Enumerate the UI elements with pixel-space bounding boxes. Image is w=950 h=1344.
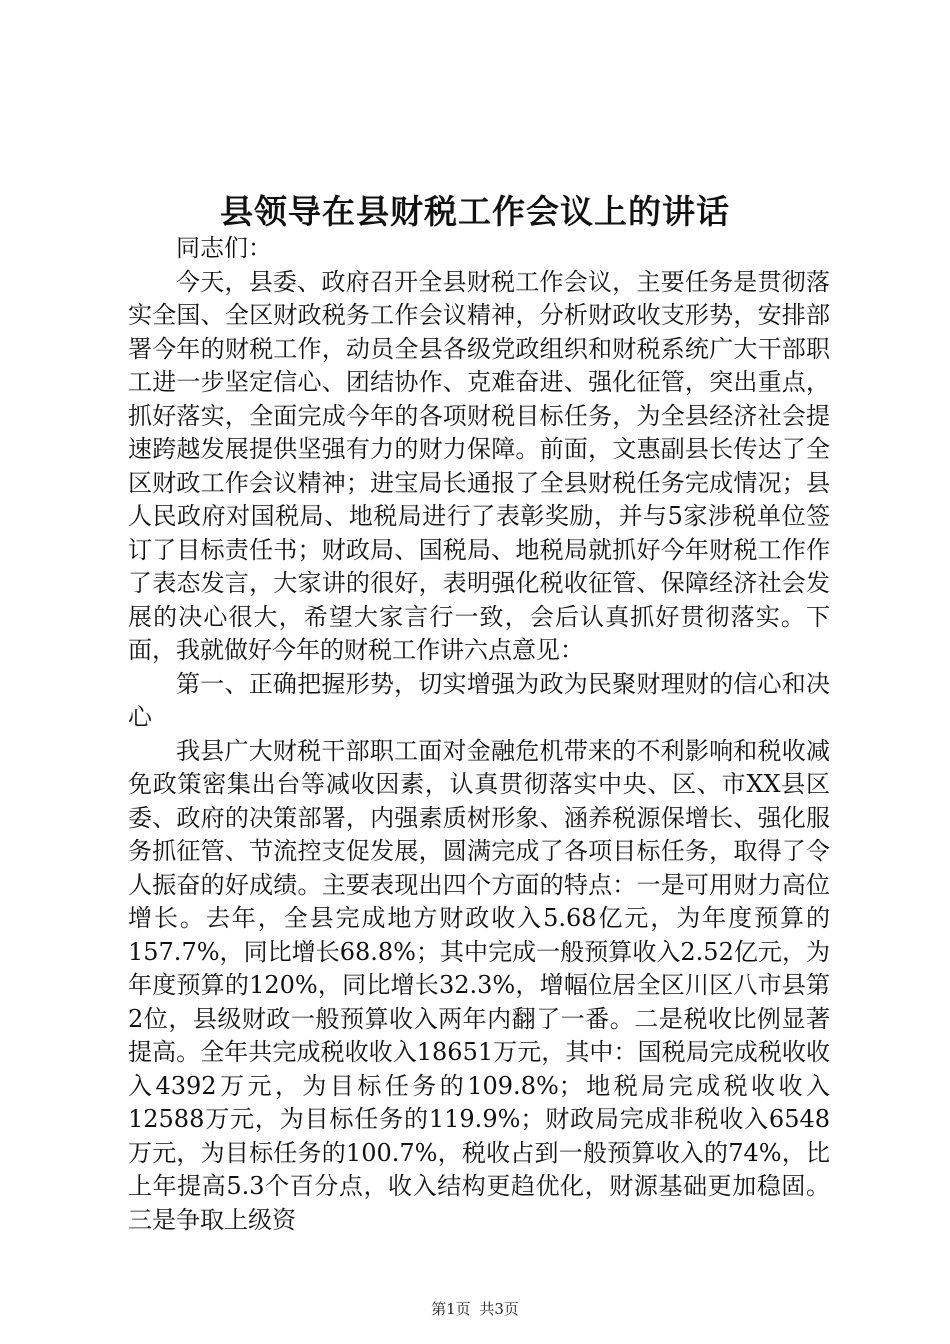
paragraph-achievements: 我县广大财税干部职工面对金融危机带来的不利影响和税收减免政策密集出台等减收因素，认真贯彻落实中央、区、市XX县区委、政府的决策部署，内强素质树形象、涵养税源保增长、强化服务抓征管、节流控支促发展，圆满完成了各项目标任务，取得了令人振奋的好成绩。主要表现出四个方面的特点：一是可用财力高位增长。去年，全县完成地方财政收入5.68亿元，为年度预算的157.7%，同比增长68.8%；其中完成一般预算收入2.52亿元，为年度预算的120%，同比增长32.3%，增幅位居全区川区八市县第2位，县级财政一般预算收入两年内翻了一番。二是税收比例显著提高。全年共完成税收收入18651万元，其中：国税局完成税收收入4392万元，为目标任务的109.8%；地税局完成税收收入12588万元，为目标任务的119.9%；财政局完成非税收入6548万元，为目标任务的100.7%，税收占到一般预算收入的74%，比上年提高5.3个百分点，收入结构更趋优化，财源基础更加稳固。三是争取上级资 xyxy=(128,736,830,1234)
salutation: 同志们： xyxy=(176,234,272,262)
page-number: 第1页 共3页 xyxy=(431,1300,519,1318)
paragraph-intro: 今天，县委、政府召开全县财税工作会议，主要任务是贯彻落实全国、全区财政税务工作会议精神，分析财政收支形势，安排部署今年的财税工作，动员全县各级党政组织和财税系统广大干部职工进一步坚定信心、团结协作、克难奋进、强化征管，突出重点，抓好落实，全面完成今年的各项财税目标任务，为全县经济社会提速跨越发展提供坚强有力的财力保障。前面，文惠副县长传达了全区财政工作会议精神；进宝局长通报了全县财税任务完成情况；县人民政府对国税局、地税局进行了表彰奖励，并与5家涉税单位签订了目标责任书；财政局、国税局、地税局就抓好今年财税工作作了表态发言，大家讲的很好，表明强化税收征管、保障经济社会发展的决心很大，希望大家言行一致，会后认真抓好贯彻落实。下面，我就做好今年的财税工作讲六点意见： xyxy=(128,267,830,664)
document-body xyxy=(128,232,830,1237)
section-heading-1: 第一、正确把握形势，切实增强为政为民聚财理财的信心和决心 xyxy=(128,669,830,731)
document-title: 县领导在县财税工作会议上的讲话 xyxy=(220,192,730,231)
